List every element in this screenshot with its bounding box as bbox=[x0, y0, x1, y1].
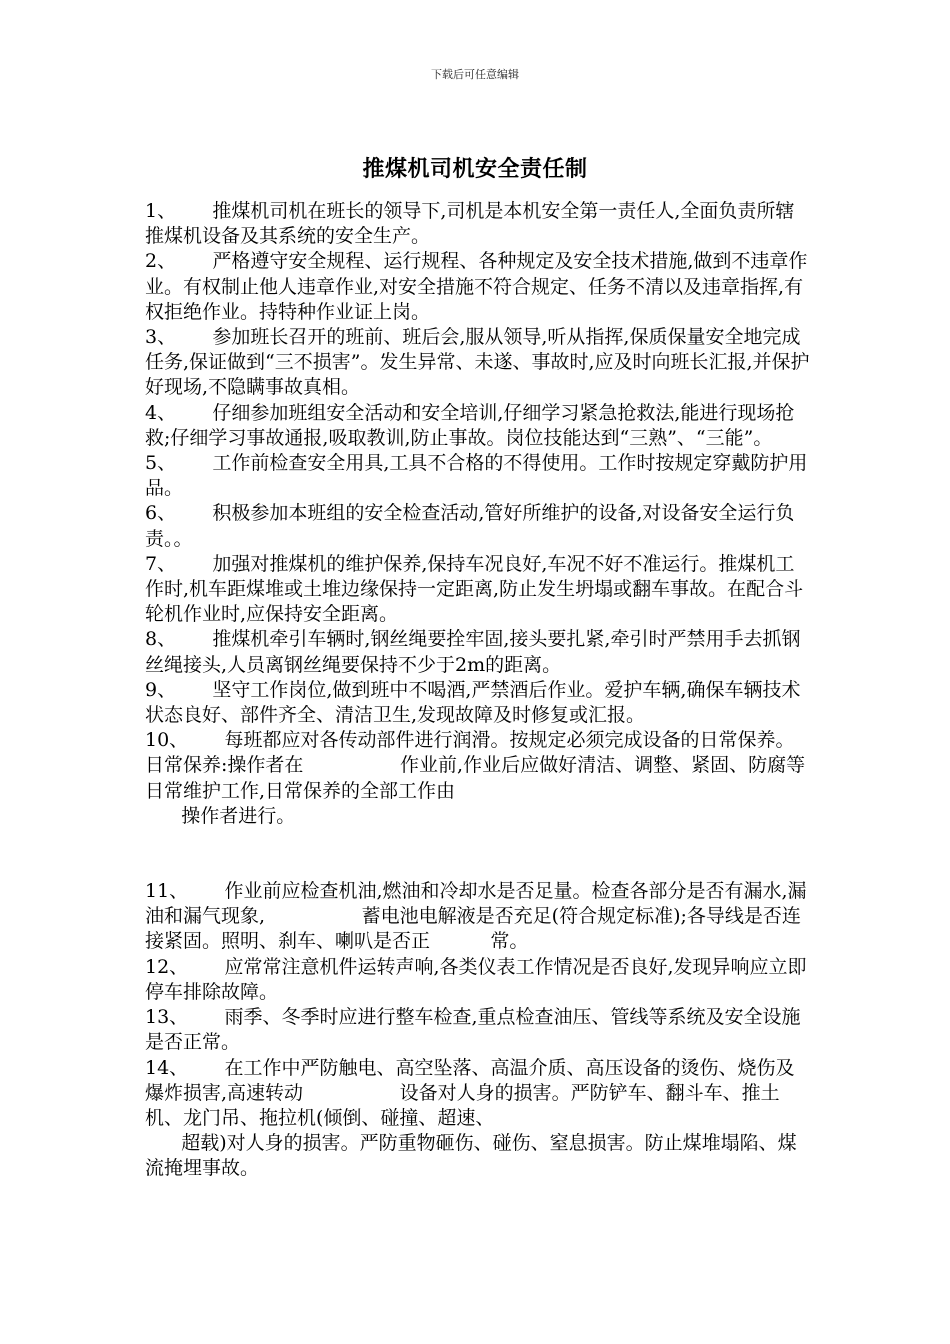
item-number: 8、 bbox=[145, 628, 177, 651]
page-header-note: 下载后可任意编辑 bbox=[431, 68, 519, 81]
item-text: 推煤机牵引车辆时,钢丝绳要拴牢固,接头要扎紧,牵引时严禁用手去抓钢丝绳接头,人员离钢丝绳要保持不少于2m的距离。 bbox=[145, 628, 801, 676]
item-text: 推煤机司机在班长的领导下,司机是本机安全第一责任人,全面负责所辖推煤机设备及其系统的安全生产。 bbox=[145, 200, 795, 248]
list-item bbox=[145, 249, 813, 325]
item-number: 13、 bbox=[145, 1006, 189, 1029]
item-number: 5、 bbox=[145, 452, 177, 475]
item-text: 在工作中严防触电、高空坠落、高温介质、高压设备的烫伤、烧伤及爆炸损害,高速转动 设备对人身的损害。严防铲车、翻斗车、推土机、龙门吊、拖拉机(倾倒、碰撞、超速、 超载)对人身的损害。严防重物砸伤、碰伤、窒息损害。防止煤堆塌陷、煤流掩埋事故。 bbox=[145, 1056, 797, 1180]
item-number: 12、 bbox=[145, 955, 189, 978]
item-text: 每班都应对各传动部件进行润滑。按规定必须完成设备的日常保养。日常保养:操作者在 作业前,作业后应做好清洁、调整、紧固、防腐等日常维护工作,日常保养的全部工作由 操作者进行。 bbox=[145, 729, 806, 827]
item-text: 严格遵守安全规程、运行规程、各种规定及安全技术措施,做到不违章作业。有权制止他人违章作业,对安全措施不符合规定、任务不清以及违章指挥,有权拒绝作业。持特种作业证上岗。 bbox=[145, 250, 808, 323]
item-text: 工作前检查安全用具,工具不合格的不得使用。工作时按规定穿戴防护用品。 bbox=[145, 452, 808, 500]
item-number: 4、 bbox=[145, 401, 177, 424]
list-item bbox=[145, 678, 813, 728]
list-item bbox=[145, 501, 813, 551]
list-item bbox=[145, 401, 813, 451]
item-text: 参加班长召开的班前、班后会,服从领导,听从指挥,保质保量安全地完成任务,保证做到“三不损害”。发生异常、未遂、事故时,应及时向班长汇报,并保护好现场,不隐瞒事故真相。 bbox=[145, 326, 810, 399]
item-number: 7、 bbox=[145, 552, 177, 575]
list-item bbox=[145, 955, 813, 1005]
item-text: 应常常注意机件运转声响,各类仪表工作情况是否良好,发现异响应立即停车排除故障。 bbox=[145, 955, 807, 1003]
item-text: 仔细参加班组安全活动和安全培训,仔细学习紧急抢救法,能进行现场抢救;仔细学习事故通报,吸取教训,防止事故。岗位技能达到“三熟”、“三能”。 bbox=[145, 401, 795, 449]
list-item bbox=[145, 552, 813, 628]
item-number: 9、 bbox=[145, 678, 177, 701]
list-item bbox=[145, 627, 813, 677]
item-number: 14、 bbox=[145, 1056, 189, 1079]
list-item bbox=[145, 879, 813, 955]
item-number: 6、 bbox=[145, 502, 177, 525]
list-item bbox=[145, 728, 813, 829]
item-text: 加强对推煤机的维护保养,保持车况良好,车况不好不准运行。推煤机工作时,机车距煤堆或土堆边缘保持一定距离,防止发生坍塌或翻车事故。在配合斗轮机作业时,应保持安全距离。 bbox=[145, 552, 804, 626]
item-number: 11、 bbox=[145, 880, 189, 903]
list-item bbox=[145, 1005, 813, 1055]
item-text: 雨季、冬季时应进行整车检查,重点检查油压、管线等系统及安全设施是否正常。 bbox=[145, 1006, 801, 1054]
item-number: 3、 bbox=[145, 326, 177, 349]
item-text: 作业前应检查机油,燃油和冷却水是否足量。检查各部分是否有漏水,漏油和漏气现象, 蓄电池电解液是否充足(符合规定标准);各导线是否连接紧固。照明、刹车、喇叭是否正 常。 bbox=[145, 880, 807, 953]
list-item bbox=[145, 199, 813, 249]
item-number: 2、 bbox=[145, 250, 177, 273]
item-number: 1、 bbox=[145, 200, 177, 222]
paragraph-gap bbox=[145, 829, 813, 879]
item-text: 坚守工作岗位,做到班中不喝酒,严禁酒后作业。爱护车辆,确保车辆技术状态良好、部件齐全、清洁卫生,发现故障及时修复或汇报。 bbox=[145, 678, 801, 727]
list-item bbox=[145, 451, 813, 501]
responsibility-list bbox=[145, 199, 813, 1182]
list-item bbox=[145, 325, 813, 401]
item-text: 积极参加本班组的安全检查活动,管好所维护的设备,对设备安全运行负责。。 bbox=[145, 502, 795, 550]
document-title: 推煤机司机安全责任制 bbox=[362, 157, 588, 182]
list-item bbox=[145, 1056, 813, 1182]
item-number: 10、 bbox=[145, 729, 189, 752]
